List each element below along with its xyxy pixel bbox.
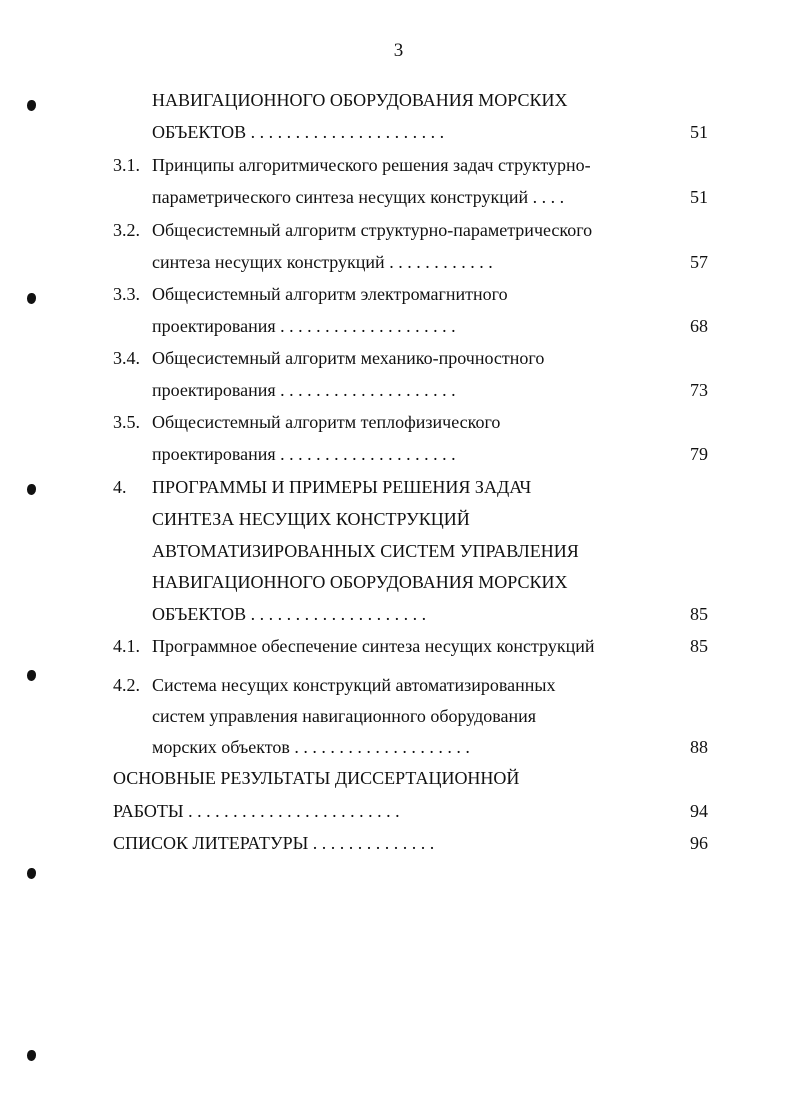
binder-hole bbox=[27, 100, 36, 111]
toc-page: 94 bbox=[690, 801, 708, 821]
toc-page: 68 bbox=[690, 316, 708, 336]
toc-line: ОСНОВНЫЕ РЕЗУЛЬТАТЫ ДИССЕРТАЦИОННОЙ bbox=[113, 768, 520, 788]
toc-line: Общесистемный алгоритм теплофизического bbox=[152, 412, 501, 432]
toc-line: Принципы алгоритмического решения задач структурно- bbox=[152, 155, 591, 175]
toc-page: 85 bbox=[690, 604, 708, 624]
toc-number: 4.1. bbox=[113, 636, 140, 656]
toc-line: Общесистемный алгоритм структурно-параметрического bbox=[152, 220, 593, 240]
toc-line: ОБЪЕКТОВ . . . . . . . . . . . . . . . . . . . . . . bbox=[152, 122, 445, 142]
toc-line: проектирования . . . . . . . . . . . . . . . . . . . . bbox=[152, 316, 456, 336]
binder-hole bbox=[27, 1050, 36, 1061]
toc-number: 4. bbox=[113, 477, 127, 497]
toc-line: проектирования . . . . . . . . . . . . . . . . . . . . bbox=[152, 380, 456, 400]
toc-line: ПРОГРАММЫ И ПРИМЕРЫ РЕШЕНИЯ ЗАДАЧ bbox=[152, 477, 532, 497]
toc-line: синтеза несущих конструкций . . . . . . . . . . . . bbox=[152, 252, 493, 272]
toc-number: 3.5. bbox=[113, 412, 140, 432]
toc-number: 3.3. bbox=[113, 284, 140, 304]
toc-page: 51 bbox=[690, 122, 708, 142]
toc-page: 79 bbox=[690, 444, 708, 464]
toc-line: СПИСОК ЛИТЕРАТУРЫ . . . . . . . . . . . . . . bbox=[113, 833, 435, 853]
toc-page: 73 bbox=[690, 380, 708, 400]
toc-page: 51 bbox=[690, 187, 708, 207]
toc-line: систем управления навигационного оборудования bbox=[152, 706, 537, 726]
toc-line: Общесистемный алгоритм механико-прочностного bbox=[152, 348, 545, 368]
toc-page: 96 bbox=[690, 833, 708, 853]
binder-hole bbox=[27, 868, 36, 879]
toc-line: НАВИГАЦИОННОГО ОБОРУДОВАНИЯ МОРСКИХ bbox=[152, 572, 568, 592]
binder-hole bbox=[27, 293, 36, 304]
binder-hole bbox=[27, 484, 36, 495]
toc-page: 85 bbox=[690, 636, 708, 656]
toc-line: Программное обеспечение синтеза несущих конструкций bbox=[152, 636, 595, 656]
toc-page: 57 bbox=[690, 252, 708, 272]
toc-line: НАВИГАЦИОННОГО ОБОРУДОВАНИЯ МОРСКИХ bbox=[152, 90, 568, 110]
toc-number: 3.1. bbox=[113, 155, 140, 175]
page-number: 3 bbox=[393, 40, 404, 61]
toc-line: морских объектов . . . . . . . . . . . . . . . . . . . . bbox=[152, 737, 470, 757]
toc-line: проектирования . . . . . . . . . . . . . . . . . . . . bbox=[152, 444, 456, 464]
toc-line: АВТОМАТИЗИРОВАННЫХ СИСТЕМ УПРАВЛЕНИЯ bbox=[152, 541, 579, 561]
toc-line: Общесистемный алгоритм электромагнитного bbox=[152, 284, 508, 304]
toc-number: 3.4. bbox=[113, 348, 140, 368]
toc-number: 4.2. bbox=[113, 675, 140, 695]
toc-number: 3.2. bbox=[113, 220, 140, 240]
toc-line: Система несущих конструкций автоматизированных bbox=[152, 675, 556, 695]
binder-hole bbox=[27, 670, 36, 681]
toc-line: параметрического синтеза несущих конструкций . . . . bbox=[152, 187, 565, 207]
toc-line: СИНТЕЗА НЕСУЩИХ КОНСТРУКЦИЙ bbox=[152, 509, 470, 529]
toc-line: РАБОТЫ . . . . . . . . . . . . . . . . . . . . . . . . bbox=[113, 801, 400, 821]
toc-page: 88 bbox=[690, 737, 708, 757]
toc-line: ОБЪЕКТОВ . . . . . . . . . . . . . . . . . . . . bbox=[152, 604, 427, 624]
